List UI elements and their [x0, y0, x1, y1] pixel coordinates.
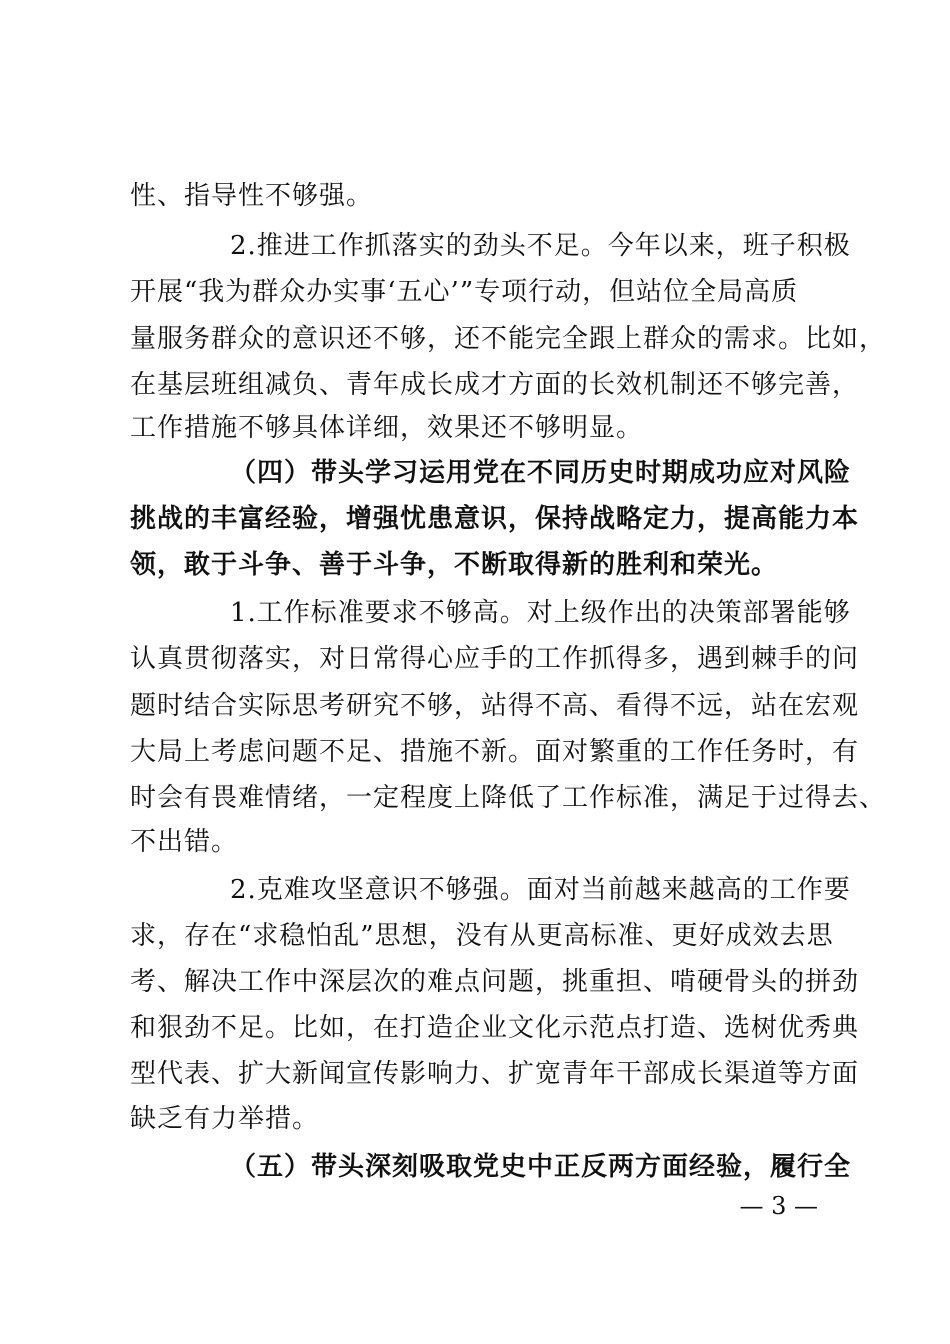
section-heading: （四）带头学习运用党在不同历史时期成功应对风险	[230, 458, 852, 488]
paragraph-line: 2.推进工作抓落实的劲头不足。今年以来，班子积极	[230, 231, 851, 261]
paragraph-line: 考、解决工作中深层次的难点问题，挑重担、啃硬骨头的拼劲	[130, 967, 860, 997]
paragraph-line: 在基层班组减负、青年成长成才方面的长效机制还不够完善，	[130, 370, 860, 400]
paragraph-line: 题时结合实际思考研究不够，站得不高、看得不远，站在宏观	[130, 691, 860, 721]
paragraph-line: 型代表、扩大新闻宣传影响力、扩宽青年干部成长渠道等方面	[130, 1059, 860, 1089]
paragraph-line: 认真贯彻落实，对日常得心应手的工作抓得多，遇到棘手的问	[130, 644, 860, 674]
paragraph-line: 求，存在“求稳怕乱”思想，没有从更高标准、更好成效去思	[130, 921, 834, 951]
paragraph-line: 和狠劲不足。比如，在打造企业文化示范点打造、选树优秀典	[130, 1013, 860, 1043]
paragraph-line: 工作措施不够具体详细，效果还不够明显。	[130, 413, 644, 443]
section-heading: 挑战的丰富经验，增强忧患意识，保持战略定力，提高能力本	[130, 504, 860, 534]
paragraph-line: 1.工作标准要求不够高。对上级作出的决策部署能够	[230, 598, 851, 628]
paragraph-line: 性、指导性不够强。	[130, 181, 374, 211]
paragraph-line: 量服务群众的意识还不够，还不能完全跟上群众的需求。比如，	[130, 324, 887, 354]
paragraph-line: 大局上考虑问题不足、措施不新。面对繁重的工作任务时，有	[130, 737, 860, 767]
paragraph-line: 2.克难攻坚意识不够强。面对当前越来越高的工作要	[230, 875, 851, 905]
paragraph-line: 缺乏有力举措。	[130, 1104, 320, 1134]
section-heading: （五）带头深刻吸取党史中正反两方面经验，履行全	[230, 1152, 852, 1182]
paragraph-line: 时会有畏难情绪，一定程度上降低了工作标准，满足于过得去、	[130, 783, 887, 813]
paragraph-line: 不出错。	[130, 827, 239, 857]
paragraph-line: 开展“我为群众办实事‘五心’”专项行动，但站位全局高质	[130, 277, 799, 307]
page-number: — 3 —	[739, 1192, 818, 1220]
section-heading: 领，敢于斗争、善于斗争，不断取得新的胜利和荣光。	[130, 550, 779, 580]
